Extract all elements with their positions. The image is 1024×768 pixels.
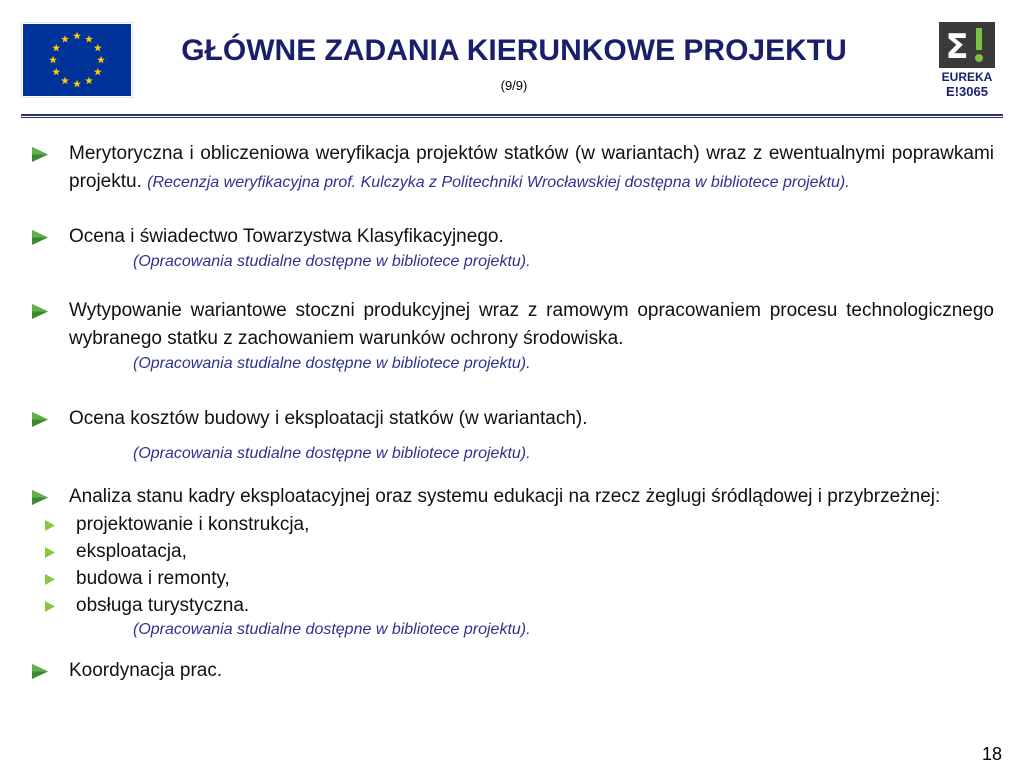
sub-item-text: projektowanie i konstrukcja,	[76, 514, 310, 535]
sub-bullet-arrow-icon	[45, 547, 55, 558]
eureka-logo-text: EUREKA	[941, 70, 993, 84]
slide-content	[30, 140, 994, 685]
bullet-item	[30, 483, 994, 641]
eu-flag-logo	[21, 22, 133, 98]
bullet-arrow-icon	[32, 490, 48, 505]
svg-text:Σ: Σ	[945, 27, 969, 67]
bullet-arrow-icon	[32, 412, 48, 427]
page-number: 18	[981, 744, 1002, 764]
sub-item	[30, 538, 994, 565]
sub-bullet-arrow-icon	[45, 520, 55, 531]
bullet-note: (Opracowania studialne dostępne w bibliotece projektu).	[133, 621, 531, 638]
bullet-note: (Opracowania studialne dostępne w bibliotece projektu).	[133, 355, 531, 372]
bullet-arrow-icon	[32, 304, 48, 319]
sub-bullet-arrow-icon	[45, 601, 55, 612]
bullet-text: Wytypowanie wariantowe stoczni produkcyjnej wraz z ramowym opracowaniem procesu technologicznego wybranego statku z zachowaniem warunków ochrony środowiska.	[69, 300, 994, 349]
sub-item-text: eksploatacja,	[76, 541, 187, 562]
sub-item	[30, 592, 994, 619]
bullet-text: Ocena i świadectwo Towarzystwa Klasyfikacyjnego.	[69, 226, 504, 247]
bullet-item	[30, 657, 994, 685]
bullet-note: (Opracowania studialne dostępne w bibliotece projektu).	[133, 253, 531, 270]
sub-item	[30, 565, 994, 592]
page-subtitle: (9/9)	[500, 78, 528, 93]
bullet-item	[30, 223, 994, 273]
page-title: GŁÓWNE ZADANIA KIERUNKOWE PROJEKTU	[181, 34, 847, 67]
bullet-item	[30, 405, 994, 465]
sub-item	[30, 511, 994, 538]
bullet-text: Merytoryczna i obliczeniowa weryfikacja projektów statków (w wariantach) wraz z ewentualnymi poprawkami projektu.	[69, 143, 994, 192]
sub-item-text: budowa i remonty,	[76, 568, 230, 589]
sub-bullet-arrow-icon	[45, 574, 55, 585]
bullet-arrow-icon	[32, 664, 48, 679]
eureka-project-code: E!3065	[946, 84, 988, 99]
bullet-text: Analiza stanu kadry eksploatacyjnej oraz systemu edukacji na rzecz żeglugi śródlądowej i przybrzeżnej:	[69, 486, 941, 507]
header-divider-thin	[21, 117, 1003, 118]
sub-item-text: obsługa turystyczna.	[76, 595, 250, 616]
bullet-arrow-icon	[32, 147, 48, 162]
bullet-arrow-icon	[32, 230, 48, 245]
bullet-item	[30, 297, 994, 375]
header-divider	[21, 114, 1003, 116]
bullet-text: Ocena kosztów budowy i eksploatacji statków (w wariantach).	[69, 408, 588, 429]
bullet-item	[30, 140, 994, 197]
bullet-note: (Opracowania studialne dostępne w bibliotece projektu).	[133, 445, 531, 462]
bullet-note: (Recenzja weryfikacyjna prof. Kulczyka z Politechniki Wrocławskiej dostępna w bibliotece projektu).	[147, 174, 850, 191]
bullet-text: Koordynacja prac.	[69, 660, 223, 681]
